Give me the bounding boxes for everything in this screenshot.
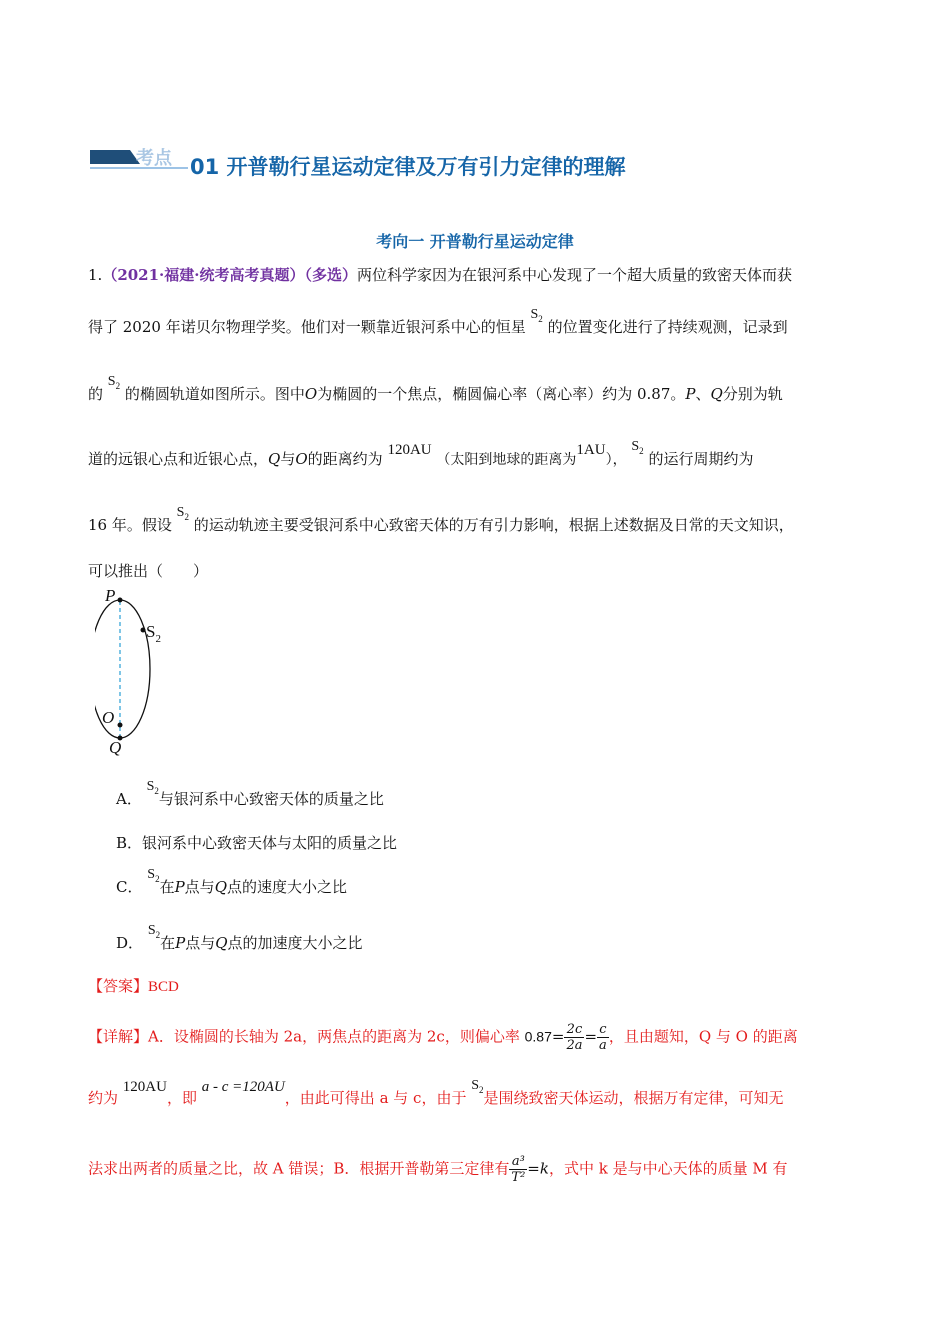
answer-label: 【答案】 (88, 977, 149, 995)
star-label: $S_2$ (107, 374, 121, 391)
fraction-a3-T2: $\frac{\text{a³}}{\text{T²}}$ (511, 1154, 526, 1185)
option-text: 点与 (184, 878, 215, 896)
section-heading: 考向一 开普勒行星运动定律 (376, 232, 574, 251)
question-line-3 (88, 374, 783, 406)
equals-sign: = (584, 1027, 598, 1046)
explanation-line-3 (88, 1154, 788, 1185)
explanation-label: 【详解】 (88, 1027, 149, 1046)
section-banner (90, 146, 190, 176)
question-text: 分别为轨 (722, 385, 783, 403)
option-a[interactable] (116, 779, 384, 809)
star-label: $S_2$ (631, 439, 644, 456)
page-title: 01 开普勒行星运动定律及万有引力定律的理解 (190, 155, 626, 179)
label-O: O (102, 708, 115, 727)
question-text: 得了 2020 年诺贝尔物理学奖。他们对一颗靠近银河系中心的恒星 (88, 318, 526, 336)
orbit-diagram (95, 588, 185, 763)
option-label: A． (116, 790, 142, 808)
au-value: 1AU (576, 442, 606, 458)
equals-k: =k (527, 1159, 549, 1178)
option-text: 点的速度大小之比 (227, 878, 348, 896)
question-number: 1. (88, 266, 103, 284)
distance-value: 120AU (387, 442, 432, 458)
eccentricity-value: 0.87 (524, 1028, 552, 1045)
answer-line (88, 976, 179, 997)
question-line-4 (88, 439, 754, 471)
explanation-line-2 (88, 1078, 784, 1110)
question-text: 16 年。假设 (88, 516, 172, 534)
label-S2: $S_2$ (146, 622, 161, 645)
option-d[interactable] (116, 923, 363, 953)
question-type: （多选） (304, 266, 358, 284)
explanation-text: ，由此可得出 a 与 c，由于 (284, 1089, 467, 1107)
explanation-text: A．设椭圆的长轴为 2a，两焦点的距离为 2c，则偏心率 (148, 1027, 520, 1046)
question-text: ）， (605, 452, 627, 468)
option-c[interactable] (116, 867, 348, 897)
equation-a-minus-c: a - c =120AU (201, 1079, 285, 1095)
var-P: P (175, 934, 186, 952)
star-label: $S_2$ (530, 307, 543, 324)
star-label: $S_2$ (146, 779, 159, 796)
var-Q: Q (214, 878, 227, 896)
explanation-text: ，且由题知，Q 与 O 的距离 (608, 1027, 798, 1046)
label-Q: Q (109, 738, 122, 757)
explanation-text: 是围绕致密天体运动，根据万有定律，可知无 (483, 1089, 784, 1107)
option-b[interactable] (116, 832, 397, 853)
option-text: 点与 (185, 934, 216, 952)
question-text: （太阳到地球的距离为 (436, 452, 577, 468)
question-text: 的运行周期约为 (648, 450, 754, 468)
option-label: D． (116, 934, 144, 952)
point-O (118, 723, 123, 728)
question-text: 的椭圆轨道如图所示。图中 (124, 385, 305, 403)
star-label: $S_2$ (471, 1078, 484, 1095)
orbit-figure (95, 588, 185, 767)
fraction-2c-2a: $\frac{2c}{2a}$ (566, 1022, 583, 1053)
point-S2 (141, 628, 146, 633)
star-label: $S_2$ (147, 923, 161, 940)
question-text: 与 (280, 450, 296, 468)
equals-sign: = (551, 1027, 565, 1046)
var-Q: Q (710, 385, 723, 403)
var-P: P (685, 385, 696, 403)
question-line-5 (88, 505, 794, 537)
explanation-text: ，即 (166, 1089, 197, 1107)
option-text: 在 (159, 878, 175, 896)
question-source: （2021·福建·统考高考真题） (102, 266, 305, 284)
star-label: $S_2$ (147, 867, 160, 884)
question-text: 的距离约为 (307, 450, 383, 468)
question-text: 的位置变化进行了持续观测，记录到 (547, 318, 788, 336)
question-line-1 (88, 265, 792, 285)
label-P: P (105, 586, 116, 605)
option-text: 在 (160, 934, 176, 952)
banner-badge: 考点 (136, 148, 172, 169)
question-text: 、 (695, 385, 711, 403)
question-text: 的 (88, 385, 104, 403)
distance-value: 120AU (122, 1079, 167, 1095)
answer-value: BCD (148, 979, 179, 995)
var-Q: Q (215, 934, 228, 952)
var-O: O (295, 450, 308, 468)
question-text: 两位科学家因为在银河系中心发现了一个超大质量的致密天体而获 (357, 266, 793, 284)
question-line-6: 可以推出（ ） (88, 562, 209, 580)
explanation-text: 法求出两者的质量之比，故 A 错误；B．根据开普勒第三定律有 (88, 1159, 510, 1178)
explanation-text: 约为 (88, 1089, 119, 1107)
question-text: 道的远银心点和近银心点， (88, 450, 269, 468)
question-line-2 (88, 307, 788, 339)
question-text: 的运动轨迹主要受银河系中心致密天体的万有引力影响，根据上述数据及日常的天文知识， (193, 516, 794, 534)
star-label: $S_2$ (176, 505, 189, 522)
var-O: O (304, 385, 318, 403)
option-label: C． (116, 878, 143, 896)
var-P: P (174, 878, 185, 896)
var-Q: Q (268, 450, 281, 468)
option-label: B． (116, 834, 143, 852)
option-text: 银河系中心致密天体与太阳的质量之比 (142, 834, 398, 852)
option-text: 与银河系中心致密天体的质量之比 (158, 790, 384, 808)
explanation-text: ，式中 k 是与中心天体的质量 M 有 (548, 1159, 788, 1178)
point-P (118, 598, 123, 603)
option-text: 点的加速度大小之比 (227, 934, 363, 952)
question-text: 为椭圆的一个焦点，椭圆偏心率（离心率）约为 0.87。 (317, 385, 686, 403)
explanation-line-1 (88, 1022, 798, 1053)
fraction-c-a: $\frac{c}{a}$ (599, 1022, 607, 1053)
